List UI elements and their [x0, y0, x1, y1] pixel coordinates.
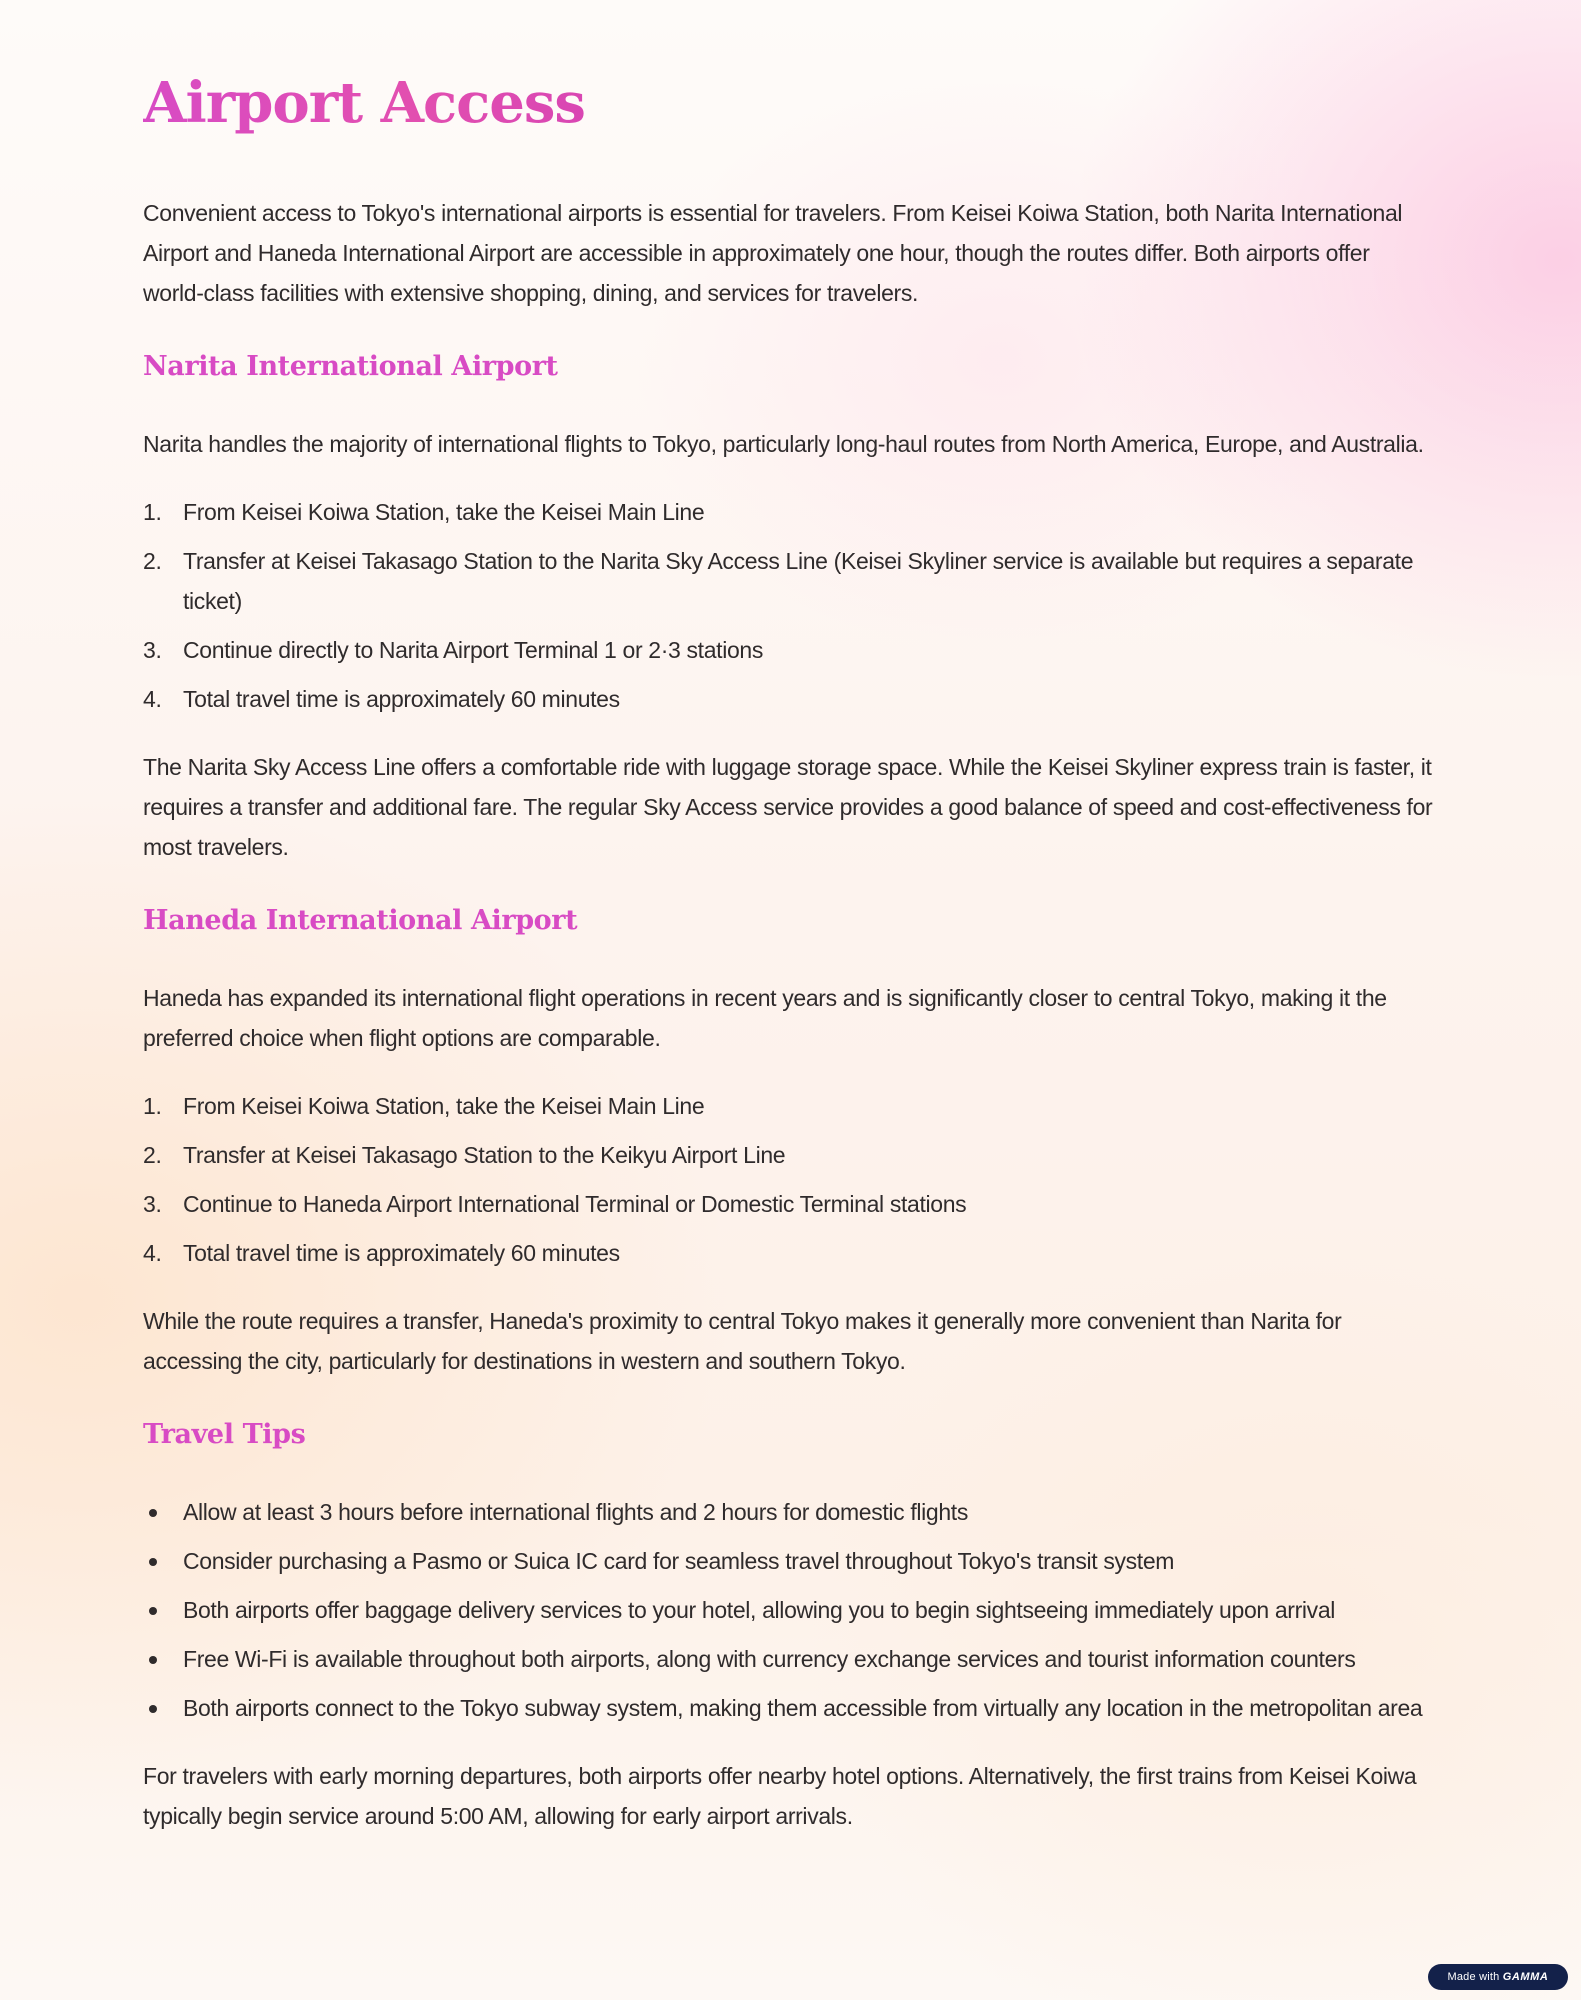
list-item	[143, 1184, 1433, 1224]
list-item-text: Total travel time is approximately 60 minutes	[183, 1240, 620, 1266]
travel-tips-list	[143, 1492, 1433, 1728]
list-item-text: Transfer at Keisei Takasago Station to the Keikyu Airport Line	[183, 1142, 786, 1168]
narita-note: The Narita Sky Access Line offers a comfortable ride with luggage storage space. While the Keisei Skyliner express train is faster, it requires a transfer and additional fare. The regular Sky Access service provides a good balance of speed and cost-effectiveness for most travelers.	[143, 754, 1433, 860]
bullet-icon	[149, 1558, 157, 1566]
list-item-text: From Keisei Koiwa Station, take the Keisei Main Line	[183, 1093, 705, 1119]
bullet-icon	[149, 1607, 157, 1615]
list-item	[143, 541, 1433, 621]
list-item	[143, 1541, 1433, 1581]
intro-paragraph: Convenient access to Tokyo's international airports is essential for travelers. From Keisei Koiwa Station, both Narita International Airport and Haneda International Airport are accessible in approximately one hour, though the routes differ. Both airports offer world-class facilities with extensive shopping, dining, and services for travelers.	[143, 200, 1403, 306]
list-item-text: Continue to Haneda Airport International Terminal or Domestic Terminal stations	[183, 1191, 967, 1217]
list-item	[143, 1590, 1433, 1630]
page-title: Airport Access	[143, 62, 585, 144]
list-item-text: Transfer at Keisei Takasago Station to the Narita Sky Access Line (Keisei Skyliner service is available but requires a separate ticket)	[183, 548, 1414, 614]
travel-tips-closing: For travelers with early morning departures, both airports offer nearby hotel options. Alternatively, the first trains from Keisei Koiwa typically begin service around 5:00 AM, allowing for early airport arrivals.	[143, 1763, 1417, 1829]
list-number: 2.	[143, 1142, 162, 1168]
list-number: 1.	[143, 499, 162, 525]
haneda-steps-list	[143, 1086, 1433, 1273]
content-flow	[143, 193, 1433, 1836]
badge-prefix: Made with	[1447, 1971, 1500, 1983]
list-item-text: Allow at least 3 hours before international flights and 2 hours for domestic flights	[183, 1499, 968, 1525]
list-number: 4.	[143, 686, 162, 712]
haneda-note: While the route requires a transfer, Haneda's proximity to central Tokyo makes it generally more convenient than Narita for accessing the city, particularly for destinations in western and southern Tokyo.	[143, 1308, 1342, 1374]
list-item-text: Consider purchasing a Pasmo or Suica IC card for seamless travel throughout Tokyo's transit system	[183, 1548, 1175, 1574]
list-item	[143, 1086, 1433, 1126]
narita-steps-list	[143, 492, 1433, 719]
list-item-text: Free Wi-Fi is available throughout both airports, along with currency exchange services and tourist information counters	[183, 1646, 1356, 1672]
list-number: 3.	[143, 1191, 162, 1217]
narita-description: Narita handles the majority of international flights to Tokyo, particularly long-haul routes from North America, Europe, and Australia.	[143, 431, 1424, 457]
haneda-heading: Haneda International Airport	[143, 905, 578, 936]
travel-tips-heading: Travel Tips	[143, 1419, 306, 1450]
list-item-text: Both airports offer baggage delivery services to your hotel, allowing you to begin sightseeing immediately upon arrival	[183, 1597, 1336, 1623]
bullet-icon	[149, 1656, 157, 1664]
list-item	[143, 1135, 1433, 1175]
list-item-text: Total travel time is approximately 60 minutes	[183, 686, 620, 712]
list-item	[143, 1233, 1433, 1273]
list-item	[143, 492, 1433, 532]
list-number: 2.	[143, 548, 162, 574]
bullet-icon	[149, 1509, 157, 1517]
list-item	[143, 1492, 1433, 1532]
haneda-description: Haneda has expanded its international flight operations in recent years and is significantly closer to central Tokyo, making it the preferred choice when flight options are comparable.	[143, 985, 1387, 1051]
list-item-text: Both airports connect to the Tokyo subway system, making them accessible from virtually any location in the metropolitan area	[183, 1695, 1423, 1721]
list-number: 1.	[143, 1093, 162, 1119]
made-with-gamma-badge[interactable]	[1428, 1964, 1568, 1990]
narita-heading: Narita International Airport	[143, 351, 558, 382]
list-item-text: Continue directly to Narita Airport Terminal 1 or 2·3 stations	[183, 637, 763, 663]
list-item	[143, 630, 1433, 670]
list-item	[143, 679, 1433, 719]
list-number: 4.	[143, 1240, 162, 1266]
list-item	[143, 1639, 1433, 1679]
list-number: 3.	[143, 637, 162, 663]
list-item-text: From Keisei Koiwa Station, take the Keisei Main Line	[183, 499, 705, 525]
bullet-icon	[149, 1705, 157, 1713]
list-item	[143, 1688, 1433, 1728]
gamma-logo-text: GAMMA	[1502, 1971, 1549, 1983]
